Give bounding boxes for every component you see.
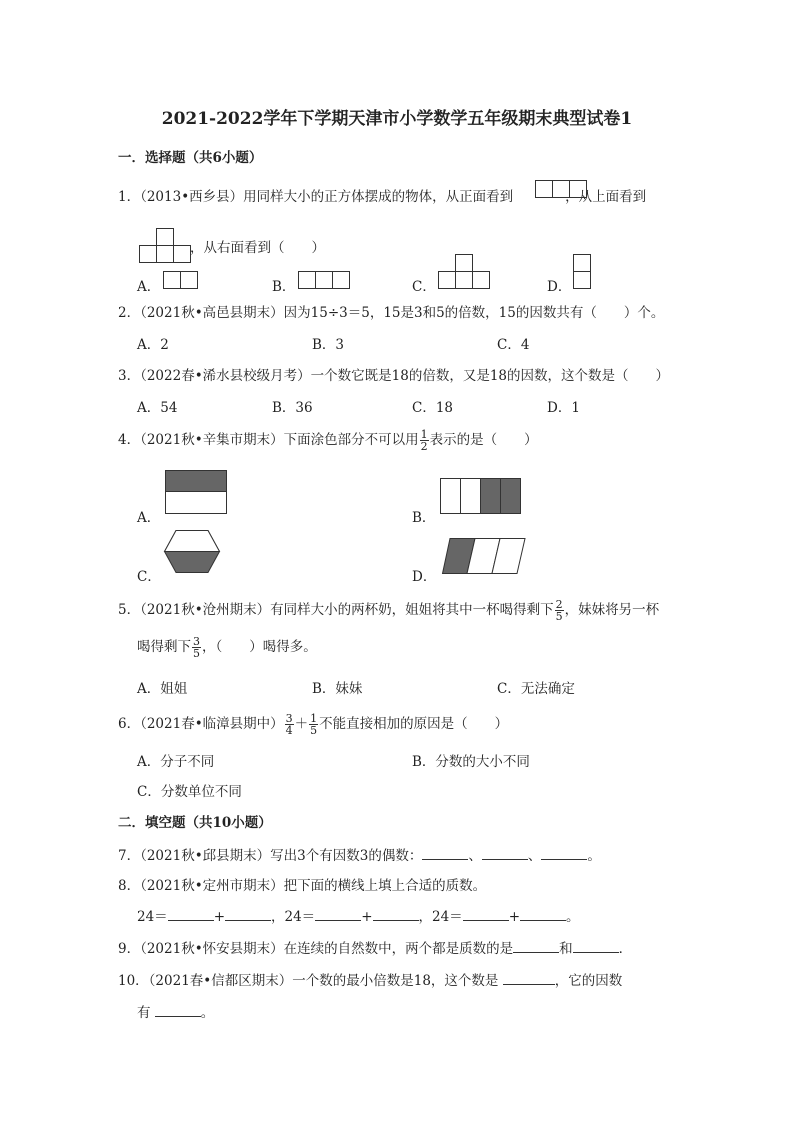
q4-option-a-figure <box>165 470 227 514</box>
answer-blank[interactable] <box>315 908 361 921</box>
q5-option-b[interactable]: B．妹妹 <box>312 681 363 697</box>
answer-blank[interactable] <box>463 908 509 921</box>
q5-option-c[interactable]: C．无法确定 <box>497 681 575 697</box>
q2-option-b[interactable]: B．3 <box>312 337 345 353</box>
q2-option-c[interactable]: C．4 <box>497 337 530 353</box>
q1-option-d-figure <box>573 254 591 290</box>
q3-option-a[interactable]: A．54 <box>137 400 178 416</box>
question-10-line-2: 有 。 <box>137 1005 215 1021</box>
question-9: 9．（2021秋•怀安县期末）在连续的自然数中，两个都是质数的是 和 ． <box>118 941 633 957</box>
fraction-one-fifth: $\frac{1}{5}$ <box>310 712 318 737</box>
page-title: 2021-2022学年下学期天津市小学数学五年级期末典型试卷1 <box>161 109 633 129</box>
q1-option-a[interactable]: A． <box>137 279 161 295</box>
answer-blank[interactable] <box>503 972 555 985</box>
q5-option-a[interactable]: A．姐姐 <box>137 681 188 697</box>
section-heading-choice: 一．选择题（共6小题） <box>118 150 263 166</box>
q1-option-a-figure <box>163 271 199 289</box>
q2-option-a[interactable]: A．2 <box>137 337 169 353</box>
q1-option-c-figure <box>438 254 491 290</box>
q3-option-c[interactable]: C．18 <box>412 400 454 416</box>
front-view-figure <box>535 180 587 198</box>
fraction-three-fifths: $\frac{3}{5}$ <box>193 635 200 660</box>
section-heading-fill-in: 二．填空题（共10小题） <box>118 815 272 831</box>
q4-option-c-figure <box>164 530 220 573</box>
q4-option-a[interactable]: A． <box>137 510 161 526</box>
answer-blank[interactable] <box>520 908 566 921</box>
q1-option-b[interactable]: B． <box>272 279 296 295</box>
answer-blank[interactable] <box>422 847 468 860</box>
question-7: 7．（2021秋•邱县期末）写出3个有因数3的偶数： 、 、 。 <box>118 848 601 864</box>
answer-blank[interactable] <box>573 940 619 953</box>
question-6: 6．（2021春•临漳县期中） $\frac{3}{4}$ ＋ $\frac{1}{5}$ 不能直接相加的原因是（ ） <box>118 712 509 737</box>
question-5-line-1: 5．（2021秋•沧州期末）有同样大小的两杯奶，姐姐将其中一杯喝得剩下 $\frac{2}{5}$ ，妹妹将另一杯 <box>118 598 660 623</box>
answer-blank[interactable] <box>513 940 559 953</box>
fraction-one-half: $\frac{1}{2}$ <box>420 428 428 453</box>
answer-blank[interactable] <box>373 908 419 921</box>
question-8: 8．（2021秋•定州市期末）把下面的横线上填上合适的质数。 <box>118 878 487 894</box>
answer-blank[interactable] <box>155 1004 201 1017</box>
question-8-equations: 24＝ + ，24＝ + ，24＝ + 。 <box>137 909 580 925</box>
question-3: 3．（2022春•浠水县校级月考）一个数它既是18的倍数，又是18的因数，这个数是（ ） <box>118 368 670 384</box>
question-5-line-2: 喝得剩下 $\frac{3}{5}$ ，（ ）喝得多。 <box>137 635 317 660</box>
q6-option-c[interactable]: C．分数单位不同 <box>137 784 242 800</box>
answer-blank[interactable] <box>482 847 528 860</box>
question-4: 4．（2021秋•辛集市期末）下面涂色部分不可以用 $\frac{1}{2}$ 表示的是（ ） <box>118 428 538 453</box>
q1-option-d[interactable]: D． <box>547 279 572 295</box>
answer-blank[interactable] <box>168 908 214 921</box>
q4-option-b-figure <box>440 478 522 514</box>
q6-option-a[interactable]: A．分子不同 <box>137 754 215 770</box>
question-10-line-1: 10．（2021春•信都区期末）一个数的最小倍数是18，这个数是 ，它的因数 <box>118 973 623 989</box>
q3-option-b[interactable]: B．36 <box>272 400 313 416</box>
fraction-three-quarters: $\frac{3}{4}$ <box>285 712 293 737</box>
q1-option-b-figure <box>298 271 351 289</box>
question-1-line-1: 1．（2013•西乡县）用同样大小的正方体摆成的物体，从正面看到 ，从上面看到 <box>118 189 647 205</box>
q4-option-b[interactable]: B． <box>412 510 436 526</box>
q3-option-d[interactable]: D．1 <box>547 400 580 416</box>
answer-blank[interactable] <box>225 908 271 921</box>
question-2: 2．（2021秋•高邑县期末）因为15÷3＝5，15是3和5的倍数，15的因数共有（ ）个。 <box>118 305 665 321</box>
q4-option-d-figure <box>442 538 526 574</box>
q4-option-d[interactable]: D． <box>412 569 437 585</box>
answer-blank[interactable] <box>541 847 587 860</box>
top-view-figure <box>139 228 191 264</box>
q1-option-c[interactable]: C． <box>412 279 436 295</box>
question-1-line-2: ，从右面看到（ ） <box>190 240 325 256</box>
q6-option-b[interactable]: B．分数的大小不同 <box>412 754 530 770</box>
q4-option-c[interactable]: C． <box>137 569 161 585</box>
fraction-two-fifths: $\frac{2}{5}$ <box>555 598 563 623</box>
